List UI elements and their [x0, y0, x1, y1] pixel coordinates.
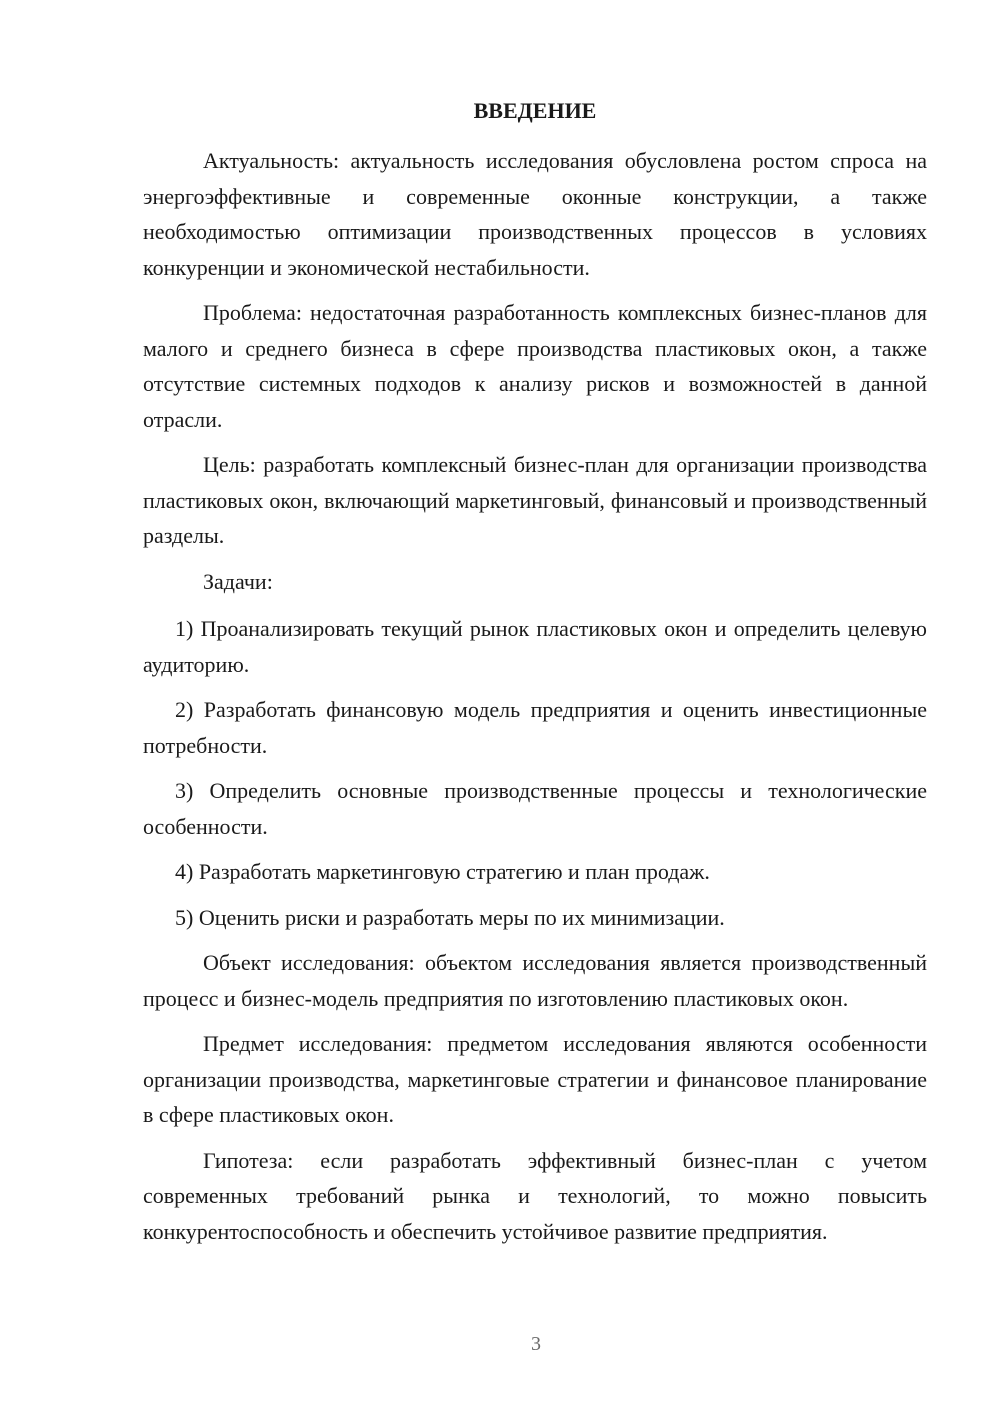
goal-paragraph: Цель: разработать комплексный бизнес-план для организации производства пластиковых окон, включающий маркетинговый, финансовый и производственный разделы.	[143, 452, 927, 548]
section-title: ВВЕДЕНИЕ	[473, 98, 597, 123]
problem-paragraph: Проблема: недостаточная разработанность комплексных бизнес-планов для малого и среднего бизнеса в сфере производства пластиковых окон, а также отсутствие системных подходов к анализу рисков и возможностей в данной отрасли.	[143, 300, 927, 432]
relevance-paragraph: Актуальность: актуальность исследования обусловлена ростом спроса на энергоэффективные и современные оконные конструкции, а также необходимостью оптимизации производственных процессов в условиях конкуренции и экономической нестабильности.	[143, 148, 927, 280]
page-content	[143, 95, 927, 1259]
object-paragraph: Объект исследования: объектом исследования является производственный процесс и бизнес-модель предприятия по изготовлению пластиковых окон.	[143, 950, 927, 1011]
task-item-5: 5) Оценить риски и разработать меры по их минимизации.	[175, 904, 725, 930]
tasks-heading: Задачи:	[203, 568, 273, 594]
hypothesis-paragraph: Гипотеза: если разработать эффективный бизнес-план с учетом современных требований рынка и технологий, то можно повысить конкурентоспособность и обеспечить устойчивое развитие предприятия.	[143, 1147, 927, 1244]
subject-paragraph: Предмет исследования: предметом исследования являются особенности организации производства, маркетинговые стратегии и финансовое планирование в сфере пластиковых окон.	[143, 1031, 927, 1127]
page-number: 3	[531, 1333, 541, 1355]
task-item-4: 4) Разработать маркетинговую стратегию и план продаж.	[175, 859, 710, 884]
task-item-2: 2) Разработать финансовую модель предприятия и оценить инвестиционные потребности.	[143, 697, 927, 758]
task-item-1: 1) Проанализировать текущий рынок пластиковых окон и определить целевую аудиторию.	[143, 616, 927, 677]
task-item-3: 3) Определить основные производственные процессы и технологические особенности.	[143, 778, 927, 839]
